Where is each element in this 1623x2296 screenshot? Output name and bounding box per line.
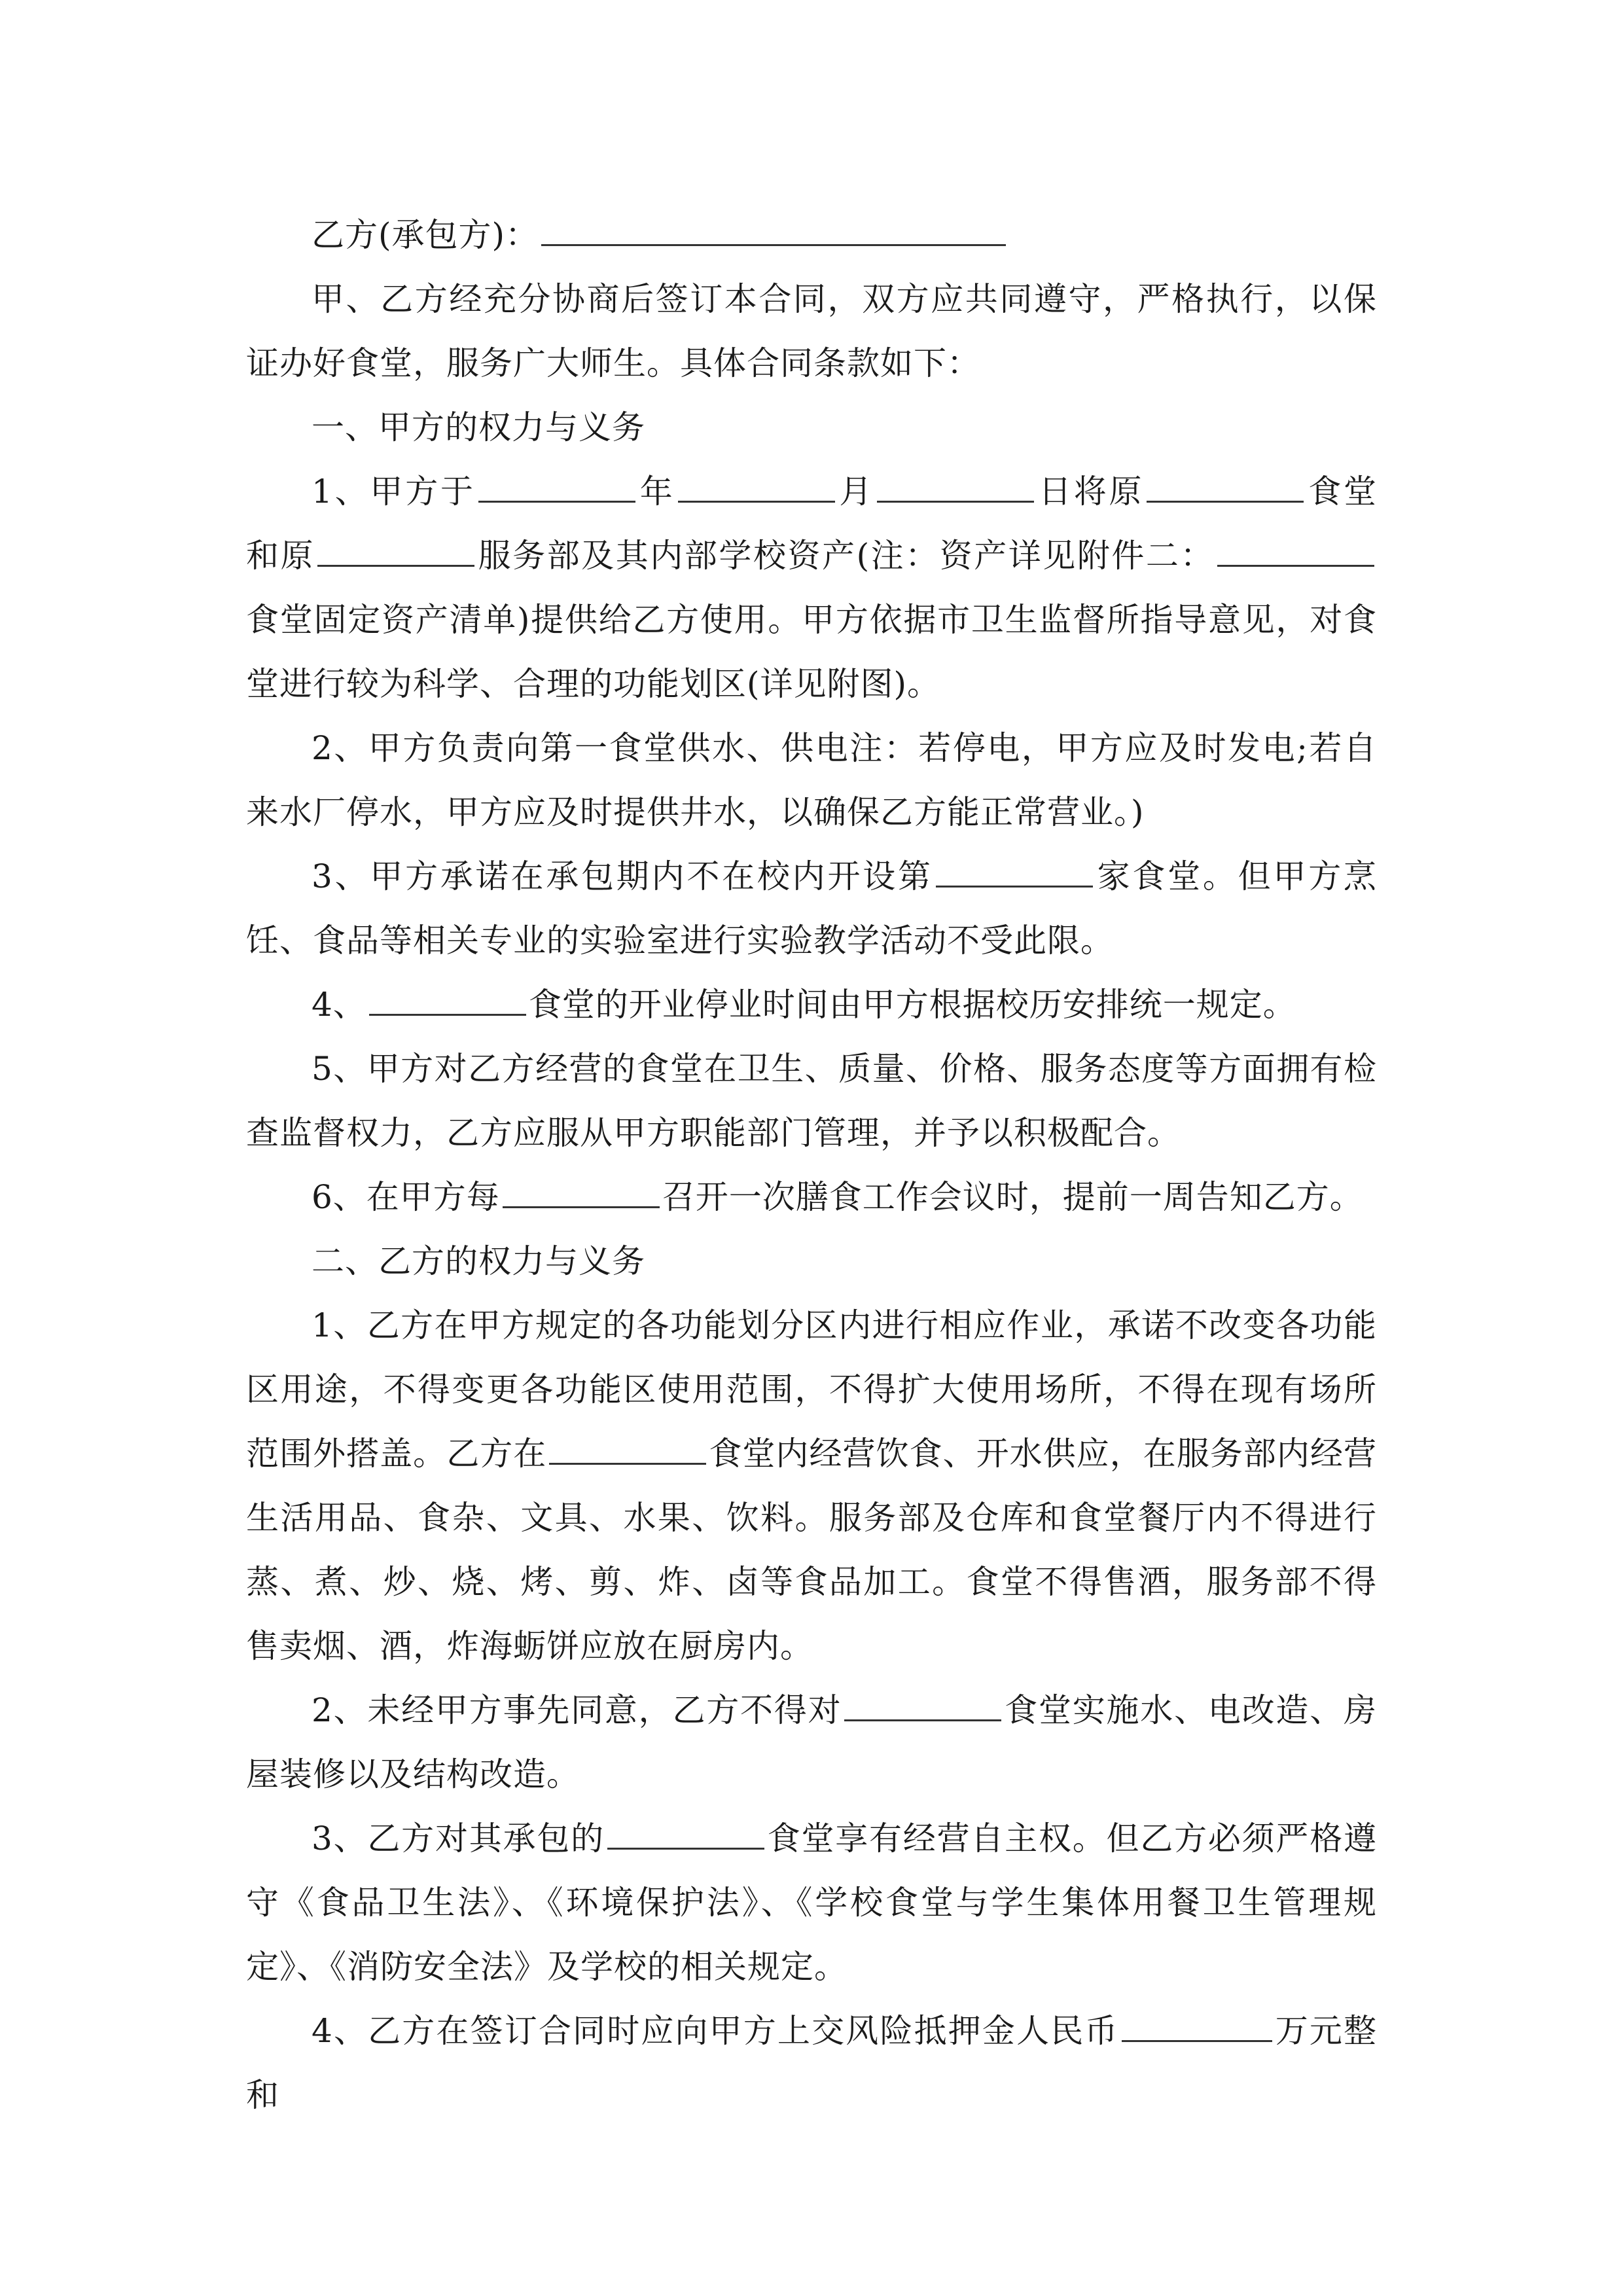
text-fragment: 2、未经甲方事先同意，乙方不得对 <box>312 1691 842 1729</box>
text-fragment: 1、乙方在甲方规定的各功能划分区内进行相应作业，承诺不改变各功能区用途，不得变更各功能区使用范围，不得扩大使用场所，不得在现有场所范围外搭盖。乙方在 <box>246 1306 1377 1473</box>
party-b-label: 乙方(承包方)： <box>312 216 539 254</box>
contracted-canteen-blank[interactable] <box>607 1807 764 1850</box>
text-fragment: 食堂的开业停业时间由甲方根据校历安排统一规定。 <box>528 986 1296 1024</box>
text-fragment: 万元整和 <box>246 2012 1378 2114</box>
section-2-item-1 <box>246 1293 1377 1678</box>
section-1-item-6 <box>246 1165 1377 1229</box>
text-fragment: 1、甲方于 <box>312 473 476 511</box>
canteen-name-blank[interactable] <box>1147 460 1304 503</box>
text-fragment: 6、在甲方每 <box>312 1178 500 1216</box>
text-fragment: 4、 <box>312 986 366 1024</box>
section-1-item-2: 2、甲方负责向第一食堂供水、供电注：若停电，甲方应及时发电;若自来水厂停水，甲方应及时提供井水，以确保乙方能正常营业。) <box>246 729 1377 831</box>
operating-canteen-blank[interactable] <box>549 1422 706 1465</box>
text-fragment: 食堂实施水、电改造、房屋装修以及结构改造。 <box>246 1691 1378 1793</box>
section-1-item-3 <box>246 844 1377 973</box>
text-fragment: 家食堂。但甲方烹饪、食品等相关专业的实验室进行实验教学活动不受此限。 <box>246 857 1378 960</box>
canteen-number-blank[interactable] <box>936 845 1093 888</box>
text-fragment: 服务部及其内部学校资产(注：资产详见附件二： <box>477 537 1215 575</box>
canteen-schedule-blank[interactable] <box>369 973 526 1016</box>
text-fragment: 召开一次膳食工作会议时，提前一周告知乙方。 <box>662 1178 1363 1216</box>
service-dept-blank[interactable] <box>317 524 474 567</box>
party-b-blank[interactable] <box>541 204 1006 246</box>
section-1-title: 一、甲方的权力与义务 <box>312 408 645 446</box>
text-fragment: 食堂固定资产清单)提供给乙方使用。甲方依据市卫生监督所指导意见，对食堂进行较为科学、合理的功能划区(详见附图)。 <box>246 601 1377 703</box>
section-1-item-4 <box>246 973 1377 1037</box>
party-b-line <box>246 203 1377 267</box>
text-fragment: 食堂和原 <box>246 473 1377 575</box>
meeting-period-blank[interactable] <box>503 1166 660 1208</box>
year-blank[interactable] <box>478 460 635 503</box>
renovation-canteen-blank[interactable] <box>844 1679 1001 1721</box>
attachment-canteen-blank[interactable] <box>1217 524 1374 567</box>
text-fragment: 4、乙方在签订合同时应向甲方上交风险抵押金人民币 <box>312 2012 1119 2050</box>
section-2-item-3 <box>246 1806 1377 1999</box>
contract-page <box>246 203 1377 2127</box>
month-blank[interactable] <box>678 460 835 503</box>
text-fragment: 3、甲方承诺在承包期内不在校内开设第 <box>312 857 933 895</box>
text-fragment: 月 <box>837 473 875 511</box>
deposit-amount-blank[interactable] <box>1122 2000 1272 2042</box>
intro-paragraph: 甲、乙方经充分协商后签订本合同，双方应共同遵守，严格执行，以保证办好食堂，服务广大师生。具体合同条款如下： <box>246 280 1377 382</box>
text-fragment: 3、乙方对其承包的 <box>312 1820 605 1857</box>
day-blank[interactable] <box>877 460 1034 503</box>
text-fragment: 年 <box>637 473 675 511</box>
section-1-item-5: 5、甲方对乙方经营的食堂在卫生、质量、价格、服务态度等方面拥有检查监督权力，乙方应服从甲方职能部门管理，并予以积极配合。 <box>246 1050 1377 1152</box>
text-fragment: 日将原 <box>1037 473 1145 511</box>
section-1-item-1 <box>246 459 1377 716</box>
text-fragment: 食堂享有经营自主权。但乙方必须严格遵守《食品卫生法》、《环境保护法》、《学校食堂与学生集体用餐卫生管理规定》、《消防安全法》及学校的相关规定。 <box>246 1820 1377 1986</box>
section-2-item-4 <box>246 1999 1377 2127</box>
text-fragment: 食堂内经营饮食、开水供应，在服务部内经营生活用品、食杂、文具、水果、饮料。服务部及仓库和食堂餐厅内不得进行蒸、煮、炒、烧、烤、剪、炸、卤等食品加工。食堂不得售酒，服务部不得售卖烟、酒，炸海蛎饼应放在厨房内。 <box>246 1435 1378 1665</box>
section-2-title: 二、乙方的权力与义务 <box>312 1242 645 1280</box>
section-2-item-2 <box>246 1678 1377 1806</box>
